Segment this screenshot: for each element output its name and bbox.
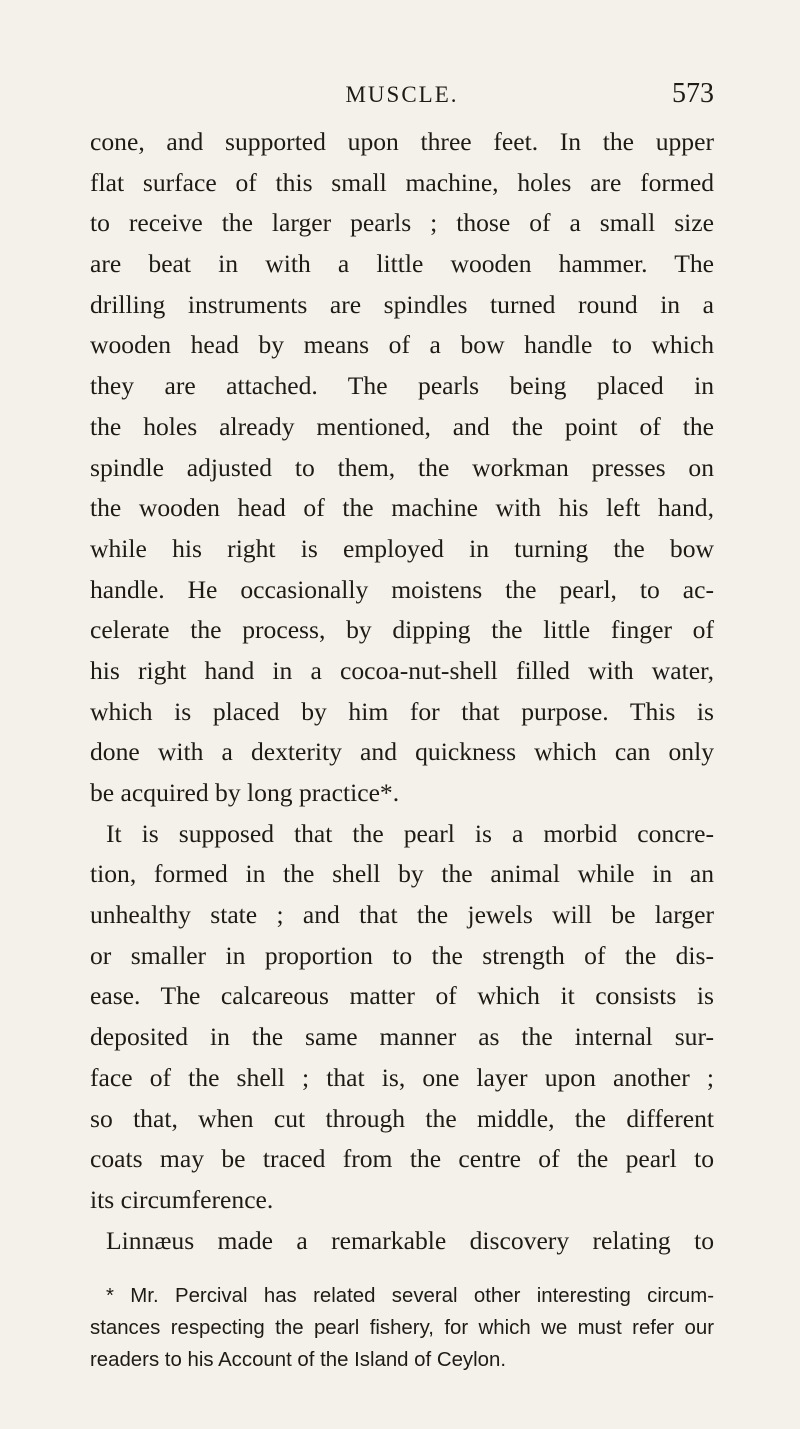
running-head [92,78,712,118]
text-line: the wooden head of the machine with his left hand, [90,493,714,523]
text-line: face of the shell ; that is, one layer upon another ; [90,1062,714,1092]
text-line: flat surface of this small machine, holes are formed [90,167,714,197]
text-line: which is placed by him for that purpose. This is [90,696,714,726]
text-line: celerate the process, by dipping the little finger of [90,615,714,645]
running-head-title: MUSCLE. [345,82,459,107]
text-line: tion, formed in the shell by the animal while in an [90,859,714,889]
text-line: his right hand in a cocoa-nut-shell filled with water, [90,655,714,685]
text-line: or smaller in proportion to the strength of the dis- [90,940,714,970]
footnote-line: stances respecting the pearl fishery, for which we must refer our [90,1317,714,1339]
text-line: spindle adjusted to them, the workman presses on [90,452,714,482]
body-text [90,122,714,1261]
text-line: done with a dexterity and quickness which can only [90,737,714,767]
text-line: coats may be traced from the centre of the pearl to [90,1144,714,1174]
text-line: wooden head by means of a bow handle to which [90,330,714,360]
text-line: be acquired by long practice*. [90,778,400,807]
text-line: ease. The calcareous matter of which it consists is [90,981,714,1011]
text-line: to receive the larger pearls ; those of a small size [90,208,714,238]
text-line: It is supposed that the pearl is a morbid concre- [106,818,714,848]
text-line: cone, and supported upon three feet. In the upper [90,127,714,156]
text-line: so that, when cut through the middle, the different [90,1103,714,1133]
page-number: 573 [672,78,714,109]
text-line: Linnæus made a remarkable discovery relating to [106,1225,714,1255]
text-line: while his right is employed in turning the bow [90,533,714,563]
footnote [90,1280,714,1376]
text-line: they are attached. The pearls being placed in [90,371,714,401]
text-line: the holes already mentioned, and the point of the [90,411,714,441]
footnote-line: * Mr. Percival has related several other interesting circum- [106,1285,714,1307]
text-line: handle. He occasionally moistens the pearl, to ac- [90,574,714,604]
text-line: are beat in with a little wooden hammer. The [90,249,714,279]
text-line: drilling instruments are spindles turned round in a [90,289,714,319]
text-line: unhealthy state ; and that the jewels will be larger [90,900,714,930]
text-line: its circumference. [90,1184,274,1214]
text-line: deposited in the same manner as the internal sur- [90,1022,714,1052]
footnote-line: readers to his Account of the Island of Ceylon. [90,1349,506,1371]
